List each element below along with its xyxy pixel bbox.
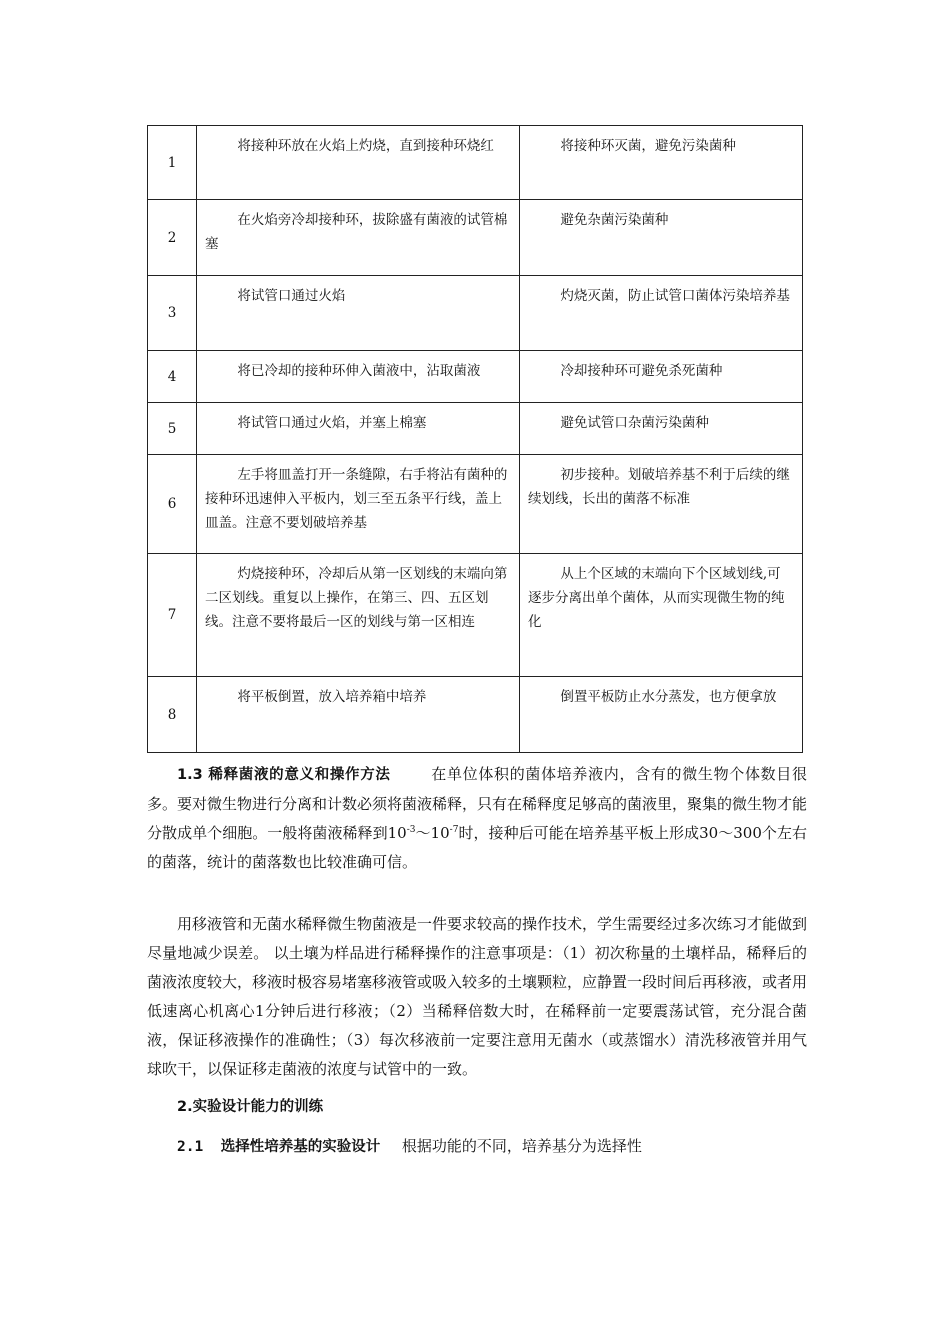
step-action: 灼烧接种环，冷却后从第一区划线的末端向第二区划线。重复以上操作，在第三、四、五区划线。注意不要将最后一区的划线与第一区相连 <box>205 566 508 630</box>
table-row <box>148 455 803 554</box>
step-purpose: 避免杂菌污染菌种 <box>560 212 669 228</box>
step-number: 1 <box>148 126 197 200</box>
section-2-1-title: 选择性培养基的实验设计 <box>220 1139 381 1155</box>
step-action-cell <box>197 276 520 351</box>
step-purpose: 冷却接种环可避免杀死菌种 <box>560 363 723 379</box>
step-action-cell <box>197 351 520 403</box>
step-action-cell <box>197 126 520 200</box>
step-action: 将试管口通过火焰 <box>237 288 346 304</box>
step-action-cell <box>197 200 520 276</box>
step-number: 3 <box>148 276 197 351</box>
step-purpose-cell <box>520 455 803 554</box>
step-purpose-cell <box>520 554 803 677</box>
step-purpose: 初步接种。划破培养基不利于后续的继续划线，长出的菌落不标准 <box>528 467 790 507</box>
table-row <box>148 351 803 403</box>
step-purpose: 避免试管口杂菌污染菌种 <box>560 415 709 431</box>
section-1-3-text-b: ～10 <box>415 824 450 842</box>
section-2-1 <box>177 1132 837 1162</box>
dilution-text: 用移液管和无菌水稀释微生物菌液是一件要求较高的操作技术，学生需要经过多次练习才能做到尽量地减少误差。 以土壤为样品进行稀释操作的注意事项是：（1）初次称量的土壤样品，稀释后的菌液浓度较大，移液时极容易堵塞移液管或吸入较多的土壤颗粒，应静置一段时间后再移液，或者用低速离心机离心1分钟后进行移液；（2）当稀释倍数大时，在稀释前一定要震荡试管，充分混合菌液，保证移液操作的准确性；（3）每次移液前一定要注意用无菌水（或蒸馏水）清洗移液管并用气球吹干，以保证移走菌液的浓度与试管中的一致。 <box>147 915 808 1078</box>
step-action: 将接种环放在火焰上灼烧，直到接种环烧红 <box>237 138 494 154</box>
step-purpose-cell <box>520 403 803 455</box>
step-number: 5 <box>148 403 197 455</box>
step-purpose-cell <box>520 200 803 276</box>
step-action: 左手将皿盖打开一条缝隙，右手将沾有菌种的接种环迅速伸入平板内，划三至五条平行线，盖上皿盖。注意不要划破培养基 <box>205 467 508 531</box>
heading-2-block <box>177 1092 837 1122</box>
step-action: 在火焰旁冷却接种环，拔除盛有菌液的试管棉塞 <box>205 212 508 252</box>
step-number: 8 <box>148 677 197 753</box>
table-row <box>148 200 803 276</box>
step-number: 6 <box>148 455 197 554</box>
procedure-table <box>147 125 803 753</box>
step-purpose: 从上个区域的末端向下个区域划线,可逐步分离出单个菌体，从而实现微生物的纯化 <box>528 566 785 630</box>
step-purpose: 倒置平板防止水分蒸发，也方便拿放 <box>560 689 777 705</box>
section-1-3-heading: 1.3 稀释菌液的意义和操作方法 <box>177 767 391 783</box>
exponent-2: -7 <box>449 825 459 835</box>
step-purpose-cell <box>520 351 803 403</box>
section-1-3-text-a: 在单位体积的菌体培养液内，含有的微生物个体数目很多。要对微生物进行分离和计数必须将菌液稀释，只有在稀释度足够高的菌液里，聚集的微生物才能分散成单个细胞。一般将菌液稀释到10 <box>147 765 808 842</box>
step-number: 7 <box>148 554 197 677</box>
table-row <box>148 677 803 753</box>
step-action: 将平板倒置，放入培养箱中培养 <box>237 689 427 705</box>
dilution-paragraph <box>147 910 807 1084</box>
step-action-cell <box>197 554 520 677</box>
step-number: 2 <box>148 200 197 276</box>
exponent-1: -3 <box>406 825 416 835</box>
step-purpose-cell <box>520 126 803 200</box>
section-1-3-text-c: 时，接种后可能在培养基平板上形成30～300个左右的菌落，统计的菌落数也比较准确可信。 <box>147 824 807 871</box>
step-action: 将已冷却的接种环伸入菌液中，沾取菌液 <box>237 363 481 379</box>
table-row <box>148 276 803 351</box>
step-purpose-cell <box>520 677 803 753</box>
section-2-1-text: 根据功能的不同，培养基分为选择性 <box>401 1137 642 1155</box>
section-2-1-number: 2.1 <box>177 1139 204 1155</box>
step-action-cell <box>197 677 520 753</box>
table-row <box>148 403 803 455</box>
step-purpose: 灼烧灭菌，防止试管口菌体污染培养基 <box>560 288 790 304</box>
step-action: 将试管口通过火焰，并塞上棉塞 <box>237 415 427 431</box>
heading-2: 2.实验设计能力的训练 <box>177 1099 324 1115</box>
step-purpose-cell <box>520 276 803 351</box>
step-number: 4 <box>148 351 197 403</box>
step-action-cell <box>197 403 520 455</box>
table-row <box>148 126 803 200</box>
step-action-cell <box>197 455 520 554</box>
section-1-3 <box>147 760 807 877</box>
table-row <box>148 554 803 677</box>
step-purpose: 将接种环灭菌，避免污染菌种 <box>560 138 736 154</box>
